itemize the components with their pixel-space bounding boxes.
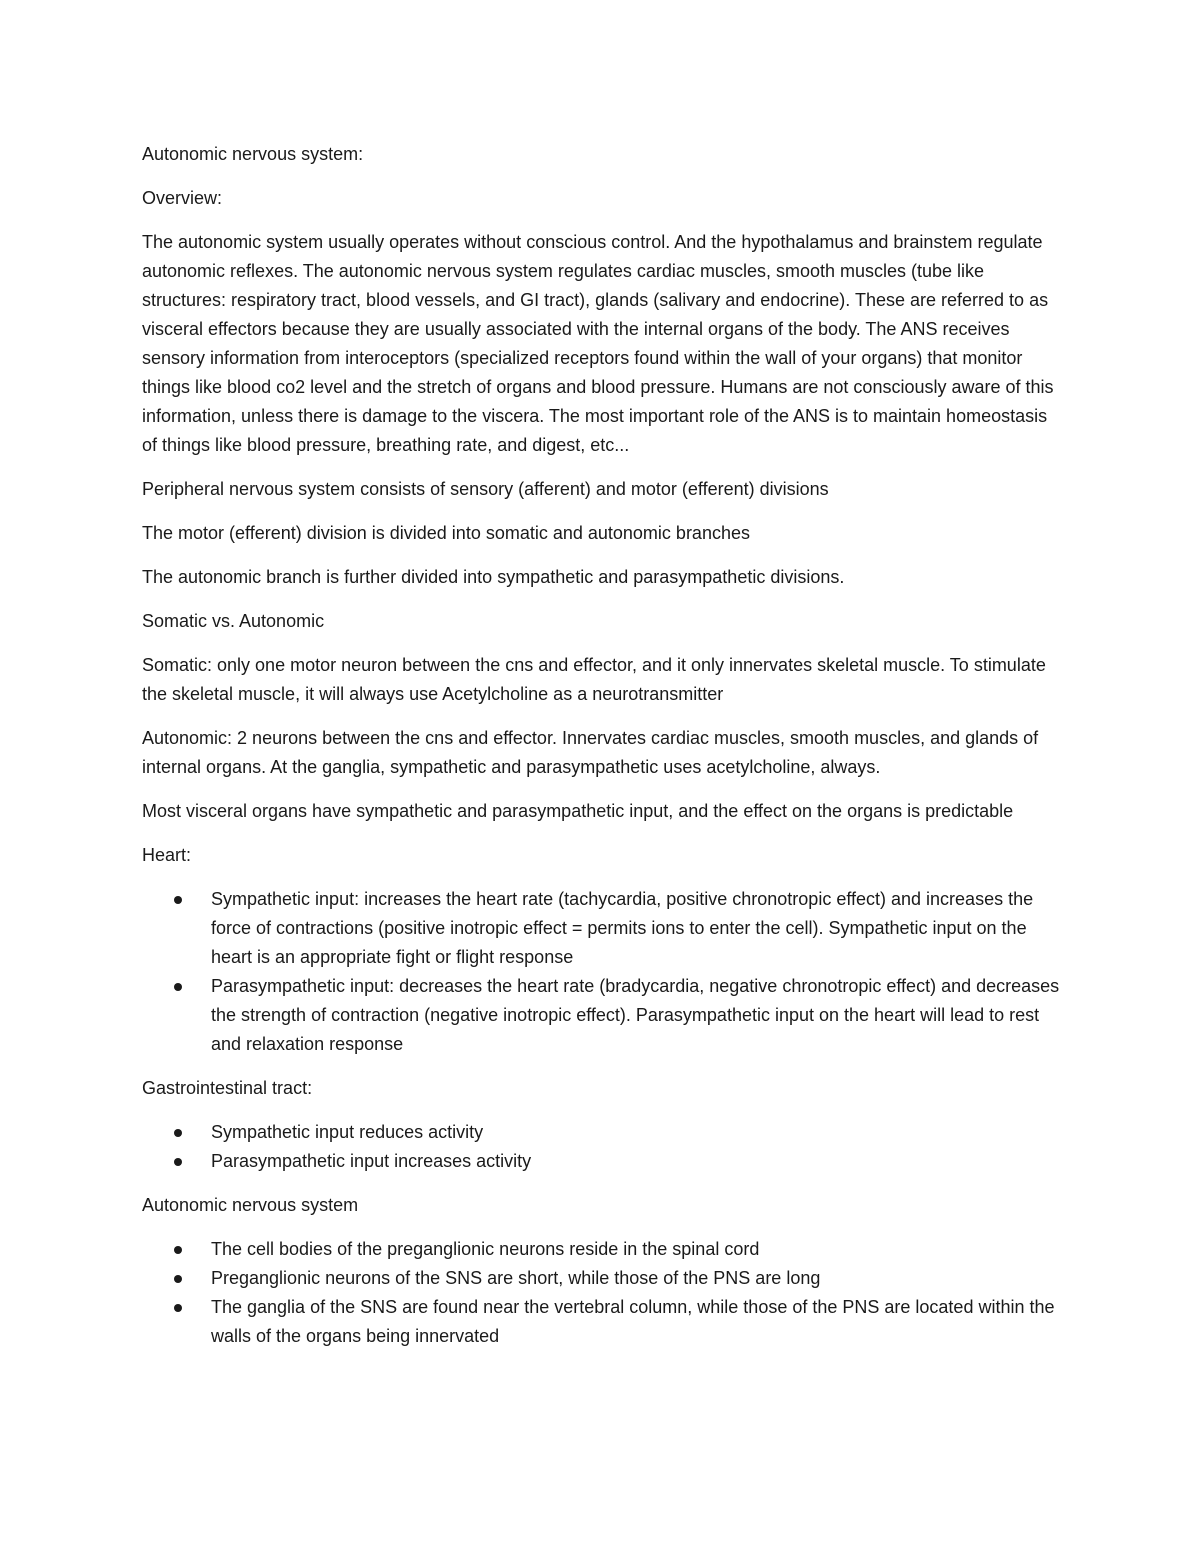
bullet-icon: [174, 1246, 182, 1254]
list-item: [142, 1264, 1060, 1293]
heart-list: [142, 885, 1060, 1059]
document-page: [142, 140, 1060, 1366]
list-item: [142, 1147, 1060, 1176]
autonomic-branch-line: The autonomic branch is further divided into sympathetic and parasympathetic divisions.: [142, 567, 845, 587]
list-item-text: Sympathetic input: increases the heart rate (tachycardia, positive chronotropic effect) and increases the force of contractions (positive inotropic effect = permits ions to enter the cell). Sympathetic input on the heart is an appropriate fight or flight response: [211, 889, 1034, 967]
list-item-text: Preganglionic neurons of the SNS are short, while those of the PNS are long: [211, 1268, 821, 1288]
somatic-paragraph: Somatic: only one motor neuron between the cns and effector, and it only innervates skeletal muscle. To stimulate the skeletal muscle, it will always use Acetylcholine as a neurotransmitter: [142, 655, 1046, 704]
list-item: [142, 1293, 1060, 1351]
document-title: Autonomic nervous system:: [142, 144, 364, 164]
heart-heading: Heart:: [142, 845, 192, 865]
list-item: [142, 885, 1060, 972]
list-item-text: The cell bodies of the preganglionic neurons reside in the spinal cord: [211, 1239, 760, 1259]
bullet-icon: [174, 1304, 182, 1312]
list-item-text: Parasympathetic input: decreases the heart rate (bradycardia, negative chronotropic effect) and decreases the strength of contraction (negative inotropic effect). Parasympathetic input on the heart will lead to rest and relaxation response: [211, 976, 1060, 1054]
bullet-icon: [174, 896, 182, 904]
visceral-organs-paragraph: Most visceral organs have sympathetic and parasympathetic input, and the effect on the organs is predictable: [142, 801, 1014, 821]
somatic-vs-autonomic-heading: Somatic vs. Autonomic: [142, 611, 325, 631]
bullet-icon: [174, 1129, 182, 1137]
bullet-icon: [174, 983, 182, 991]
gi-tract-list: [142, 1118, 1060, 1176]
list-item-text: Parasympathetic input increases activity: [211, 1151, 532, 1171]
list-item: [142, 1118, 1060, 1147]
gi-tract-heading: Gastrointestinal tract:: [142, 1078, 313, 1098]
list-item-text: Sympathetic input reduces activity: [211, 1122, 484, 1142]
pns-line: Peripheral nervous system consists of sensory (afferent) and motor (efferent) divisions: [142, 479, 829, 499]
ans-list: [142, 1235, 1060, 1351]
list-item: [142, 1235, 1060, 1264]
bullet-icon: [174, 1275, 182, 1283]
overview-paragraph: The autonomic system usually operates without conscious control. And the hypothalamus and brainstem regulate autonomic reflexes. The autonomic nervous system regulates cardiac muscles, smooth muscles (tube like structures: respiratory tract, blood vessels, and GI tract), glands (salivary and endocrine). These are referred to as visceral effectors because they are usually associated with the internal organs of the body. The ANS receives sensory information from interoceptors (specialized receptors found within the wall of your organs) that monitor things like blood co2 level and the stretch of organs and blood pressure. Humans are not consciously aware of this information, unless there is damage to the viscera. The most important role of the ANS is to maintain homeostasis of things like blood pressure, breathing rate, and digest, etc...: [142, 232, 1054, 455]
ans-heading: Autonomic nervous system: [142, 1195, 359, 1215]
overview-heading: Overview:: [142, 188, 223, 208]
bullet-icon: [174, 1158, 182, 1166]
motor-division-line: The motor (efferent) division is divided into somatic and autonomic branches: [142, 523, 750, 543]
autonomic-paragraph: Autonomic: 2 neurons between the cns and effector. Innervates cardiac muscles, smooth muscles, and glands of internal organs. At the ganglia, sympathetic and parasympathetic uses acetylcholine, always.: [142, 728, 1039, 777]
list-item-text: The ganglia of the SNS are found near the vertebral column, while those of the PNS are located within the walls of the organs being innervated: [211, 1297, 1055, 1346]
list-item: [142, 972, 1060, 1059]
